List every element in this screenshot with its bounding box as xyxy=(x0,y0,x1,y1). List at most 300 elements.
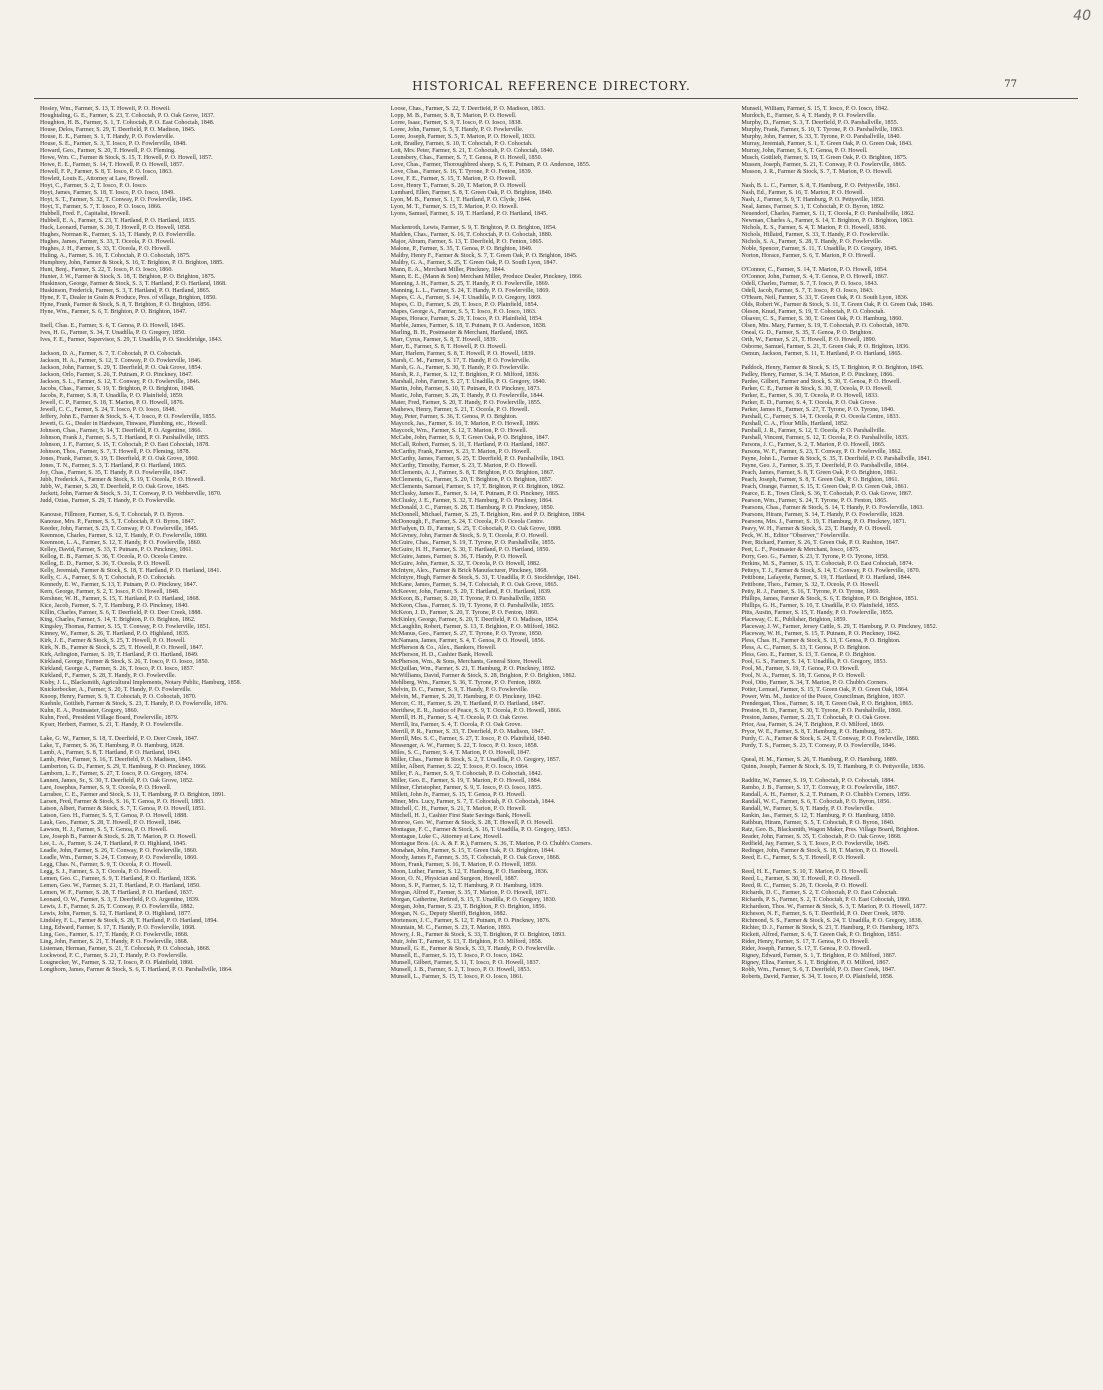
directory-entry: Lindsley, F. L., Farmer & Stock, S. 28, T. Hartland, P. O. Hartland, 1894. xyxy=(40,918,218,924)
directory-entry: Houghtaling, G. E., Farmer, S. 23, T. Cohoctah, P. O. Oak Grove, 1837. xyxy=(40,113,215,119)
directory-entry: Phillips, James, Farmer & Stock, S. 6, T. Brighton, P. O. Brighton, 1851. xyxy=(741,596,919,602)
directory-entry: McCabe, John, Farmer, S. 9, T. Green Oak, P. O. Brighton, 1847. xyxy=(390,435,550,441)
directory-entry: Major, Abram, Farmer, S. 13, T. Deerfield, P. O. Fenton, 1865. xyxy=(390,239,544,245)
directory-entry: Lamb, A., Farmer, S. 8, T. Hartland, P. O. Hartland, 1843. xyxy=(40,750,181,756)
directory-entry: Nichols, E. S., Farmer, S. 4, T. Marion, P. O. Howell, 1836. xyxy=(741,225,887,231)
directory-entry: Howlett, Louis E., Attorney at Law, Howell. xyxy=(40,176,149,182)
directory-entry: Hoyt, T., Farmer, S. 7, T. Iosco, P. O. Iosco, 1866. xyxy=(40,204,162,210)
directory-entry: McKeon, B., Farmer, S. 20, T. Tyrone, P. O. Parshallville, 1850. xyxy=(390,596,547,602)
directory-entry: Quinn, Joseph, Farmer & Stock, S. 19, T. Hamburg, P. O. Pettysville, 1836. xyxy=(741,764,925,770)
directory-entry: Richardson, Thos. W., Farmer & Stock, S. 3, T. Marion, P. O. Howell, 1877. xyxy=(741,904,927,910)
directory-entry: Humphrey, John, Farmer & Stock, S. 16, T. Brighton, P. O. Brighton, 1885. xyxy=(40,260,224,266)
directory-entry: Jacobs, P., Farmer, S. 8, T. Unadilla, P. O. Plainfield, 1859. xyxy=(40,393,184,399)
directory-entry: McFadyen, D. D., Farmer, S. 25, T. Cohoctah, P. O. Oak Grove, 1888. xyxy=(390,526,562,532)
section-gap xyxy=(391,218,730,225)
directory-entry: Placeway, W. H., Farmer, S. 15, T. Putnam, P. O. Pinckney, 1842. xyxy=(741,631,901,637)
directory-entry: Miller, Albert, Farmer, S. 22, T. Iosco, P. O. Iosco, 1864. xyxy=(390,764,529,770)
directory-entry: McClements, A. J., Farmer, S. 8, T. Brighton, P. O. Brighton, 1867. xyxy=(390,470,555,476)
directory-entry: Marsh, C. M., Farmer, S. 17, T. Handy, P. O. Fowlerville. xyxy=(390,358,531,364)
directory-entry: Melvin, D. C., Farmer, S. 9, T. Handy, P. O. Fowlerville. xyxy=(390,687,529,693)
directory-entry: Moon, O. N., Physician and Surgeon, Howell, 1887. xyxy=(390,876,519,882)
directory-entry: King, Charles, Farmer, S. 14, T. Brighton, P. O. Brighton, 1862. xyxy=(40,617,196,623)
directory-entry: Merrill, H. H., Farmer, S. 4, T. Oceola, P. O. Oak Grove. xyxy=(390,715,529,721)
directory-entry: Pless, A. C., Farmer, S. 13, T. Genoa, P. O. Brighton. xyxy=(741,645,871,651)
directory-entry: Jacobs, Chas., Farmer, S. 19, T. Brighton, P. O. Brighton, 1848. xyxy=(40,386,195,392)
directory-entry: Jeffery, John E., Farmer & Stock, S. 4, T. Iosco, P. O. Fowlerville, 1855. xyxy=(40,414,217,420)
directory-entry: McPherson & Co., Alex., Bankers, Howell. xyxy=(390,645,497,651)
directory-entry: Munsell, Gilbert, Farmer, S. 11, T. Iosco, P. O. Howell, 1837. xyxy=(390,960,541,966)
directory-entry: Mapes, C. A., Farmer, S. 14, T. Unadilla, P. O. Gregory, 1869. xyxy=(390,295,542,301)
directory-entry: Keenmon, L. A., Farmer, S. 12, T. Handy, P. O. Fowlerville, 1860. xyxy=(40,540,202,546)
directory-entry: Mater, Fred, Farmer, S. 20, T. Handy, P. O. Fowlerville, 1855. xyxy=(390,400,542,406)
directory-entry: Nash, B. L. C., Farmer, S. 8, T. Hamburg, P. O. Pettysville, 1861. xyxy=(741,183,901,189)
directory-entry: Roberts, David, Farmer, S. 34, T. Iosco, P. O. Plainfield, 1858. xyxy=(741,974,894,980)
directory-entry: Moody, James F., Farmer, S. 35, T. Cohoctah, P. O. Oak Grove, 1868. xyxy=(390,855,561,861)
directory-entry: Prendergast, Thos., Farmer, S. 18, T. Green Oak, P. O. Brighton, 1865. xyxy=(741,701,914,707)
directory-entry: Ives, F. E., Farmer, Supervisor, S. 29, T. Unadilla, P. O. Stockbridge, 1843. xyxy=(40,337,223,343)
directory-entry: Parshall, C. A., Flour Mills, Hartland, 1852. xyxy=(741,421,849,427)
directory-entry: Marshall, John, Farmer, S. 27, T. Unadilla, P. O. Gregory, 1840. xyxy=(390,379,547,385)
directory-entry: Richards, P. S., Farmer, S. 2, T. Cohoctah, P. O. East Cohoctah, 1860. xyxy=(741,897,911,903)
directory-entry: Miller, F. A., Farmer, S. 9, T. Cohoctah, P. O. Cohoctah, 1842. xyxy=(390,771,543,777)
directory-entry: Lewis, J. F., Farmer, S. 26, T. Conway, P. O. Fowlerville, 1882. xyxy=(40,904,195,910)
directory-entry: Madden, Chas., Farmer, S. 16, T. Cohoctah, P. O. Cohoctah, 1880. xyxy=(390,232,553,238)
directory-entry: Jackson, H. A., Farmer, S. 12, T. Conway, P. O. Fowlerville, 1846. xyxy=(40,358,202,364)
directory-entry: Lougnecker, W., Farmer, S. 32, T. Iosco, P. O. Plainfield, 1860. xyxy=(40,960,194,966)
directory-entry: Lee, Joseph B., Farmer & Stock, S. 28, T. Marion, P. O. Howell. xyxy=(40,834,197,840)
directory-entry: Placeway, C. E., Publisher, Brighton, 1859. xyxy=(741,617,847,623)
directory-entry: Kelly, Jeremiah, Farmer & Stock, S. 18, T. Hartland, P. O. Hartland, 1841. xyxy=(40,568,221,574)
directory-entry: Joy, Chas., Farmer, S. 35, T. Handy, P. O. Fowlerville, 1847. xyxy=(40,470,188,476)
directory-entry: McClusky, J. E., Farmer, S. 32, T. Hamburg, P. O. Pinckney, 1864. xyxy=(390,498,553,504)
directory-entry: Richmond, S. S., Farmer & Stock, S. 24, T. Unadilla, P. O. Gregory, 1838. xyxy=(741,918,923,924)
directory-entry: Leadle, Wm., Farmer, S. 24, T. Conway, P. O. Fowlerville, 1860. xyxy=(40,855,198,861)
directory-entry: Preston, H. D., Farmer, S. 30, T. Tyrone, P. O. Parshallville, 1860. xyxy=(741,708,902,714)
directory-entry: Parshall, C., Farmer, S. 14, T. Oceola, P. O. Oceola Centre, 1833. xyxy=(741,414,901,420)
directory-entry: Potter, Lemuel, Farmer, S. 15, T. Green Oak, P. O. Green Oak, 1864. xyxy=(741,687,909,693)
directory-entry: Mercer, C. H., Farmer, S. 29, T. Hartland, P. O. Hartland, 1847. xyxy=(390,701,545,707)
directory-entry: Jackson, Orlo, Farmer, S. 26, T. Putnam, P. O. Pinckney, 1847. xyxy=(40,372,193,378)
directory-entry: Mountain, M. C., Farmer, S. 23, T. Marion, 1893. xyxy=(390,925,512,931)
directory-entry: Ives, H. G., Farmer, S. 34, T. Unadilla, P. O. Gregory, 1850. xyxy=(40,330,186,336)
directory-entry: Loree, Joseph, Farmer, S. 5, T. Marion, P. O. Howell, 1833. xyxy=(390,134,536,140)
directory-entry: Kern, George, Farmer, S. 2, T. Iosco, P. O. Howell, 1848. xyxy=(40,589,180,595)
directory-entry: Kice, Jacob, Farmer, S. 7, T. Hamburg, P. O. Pinckney, 1840. xyxy=(40,603,189,609)
directory-entry: Miles, S. C., Farmer, S. 4, T. Marion, P. O. Howell, 1847. xyxy=(390,750,531,756)
directory-entry: Hunter, J. W., Farmer & Stock, S. 18, T. Brighton, P. O. Brighton, 1875. xyxy=(40,274,216,280)
directory-entry: Peach, Orange, Farmer, S. 15, T. Green Oak, P. O. Green Oak, 1861. xyxy=(741,484,909,490)
directory-entry: Howe, Wm. C., Farmer & Stock, S. 15, T. Howell, P. O. Howell, 1857. xyxy=(40,155,213,161)
directory-entry: Rickett, Alfred, Farmer, S. 6, T. Green Oak, P. O. Brighton, 1851. xyxy=(741,932,901,938)
section-gap xyxy=(40,505,379,512)
directory-entry: Peach, Joseph, Farmer, S. 8, T. Green Oak, P. O. Brighton, 1861. xyxy=(741,477,899,483)
directory-entry: Pearsons, Chas., Farmer & Stock, S. 14, T. Handy, P. O. Fowlerville, 1863. xyxy=(741,505,924,511)
directory-entry: Mathews, Henry, Farmer, S. 21, T. Oceola, P. O. Howell. xyxy=(390,407,530,413)
directory-entry: Reed, L., Farmer, S. 30, T. Howell, P. O. Howell. xyxy=(741,876,862,882)
directory-entry: Maycock, Wm., Farmer, S. 12, T. Marion, P. O. Howell. xyxy=(390,428,528,434)
directory-entry: Munsell, L., Farmer, S. 15, T. Iosco, P. O. Iosco, 1861. xyxy=(390,974,524,980)
directory-entry: House, S. E., Farmer, S. 3, T. Iosco, P. O. Fowlerville, 1848. xyxy=(40,141,187,147)
directory-entry: Reed, H. E., Farmer, S. 10, T. Marion, P. O. Howell. xyxy=(741,869,869,875)
directory-entry: Moon, S. P., Farmer, S. 12, T. Hamburg, P. O. Hamburg, 1839. xyxy=(390,883,544,889)
directory-entry: McGuire, John, Farmer, S. 32, T. Oceola, P. O. Howell, 1882. xyxy=(390,561,541,567)
directory-entry: Neal, James, Farmer, S. 1, T. Cohoctah, P. O. Byron, 1892. xyxy=(741,204,885,210)
directory-entry: May, Peter, Farmer, S. 36, T. Genoa, P. O. Brighton. xyxy=(390,414,518,420)
directory-entry: McPherson, Wm., & Sons, Merchants, General Store, Howell. xyxy=(390,659,543,665)
directory-entry: Maycock, Jas., Farmer, S. 16, T. Marion, P. O. Howell, 1866. xyxy=(390,421,540,427)
directory-entry: Randall, A. H., Farmer, S. 2, T. Putnam, P. O. Chubb's Corners, 1856. xyxy=(741,792,911,798)
directory-entry: Merrill, P. R., Farmer, S. 33, T. Deerfield, P. O. Madison, 1847. xyxy=(390,729,545,735)
directory-entry: Ratz, Geo. B., Blacksmith, Wagon Maker, Pres. Village Board, Brighton. xyxy=(741,827,920,833)
directory-entry: Kuhn, E. A., Postmaster, Gregory, 1860. xyxy=(40,708,139,714)
directory-entry: Noble, Spencer, Farmer, S. 11, T. Unadilla, P. O. Gregory, 1845. xyxy=(741,246,898,252)
page-number: 77 xyxy=(1004,79,1017,90)
directory-entry: Redinger, John, Farmer & Stock, S. 18, T. Marion, P. O. Howell. xyxy=(741,848,899,854)
directory-entry: Rider, Henry, Farmer, S. 17, T. Genoa, P. O. Howell. xyxy=(741,939,870,945)
directory-entry: Lopp, M. B., Farmer, S. 8, T. Marion, P. O. Howell. xyxy=(390,113,517,119)
directory-entry: Mitchell, H. J., Cashier First State Savings Bank, Howell. xyxy=(390,813,532,819)
directory-entry: House, Delos, Farmer, S. 29, T. Deerfield, P. O. Madison, 1845. xyxy=(40,127,196,133)
directory-entry: Morgan, Catherine, Retired, S. 15, T. Unadilla, P. O. Gregory, 1830. xyxy=(390,897,557,903)
directory-entry: Pryor, W. E., Farmer, S. 8, T. Hamburg, P. O. Hamburg, 1872. xyxy=(741,729,893,735)
directory-entry: Reed, R. C., Farmer, S. 26, T. Oceola, P. O. Howell. xyxy=(741,883,868,889)
directory-entry: Hubbell, Fred. F., Capitalist, Howell. xyxy=(40,211,131,217)
directory-entry: Muir, John T., Farmer, S. 13, T. Brighton, P. O. Milford, 1858. xyxy=(390,939,543,945)
directory-entry: Hyne, Wm., Farmer, S. 6, T. Brighton, P. O. Brighton, 1847. xyxy=(40,309,187,315)
directory-entry: McCall, Robert, Farmer, S. 11, T. Hartland, P. O. Hartland, 1867. xyxy=(390,442,550,448)
directory-entry: Pool, Otto, Farmer, S. 34, T. Marion, P. O. Chubb's Corners. xyxy=(741,680,888,686)
directory-entry: Parker, E., Farmer, S. 30, T. Oceola, P. O. Howell, 1833. xyxy=(741,393,879,399)
directory-entry: Perkins, M. S., Farmer, S. 15, T. Cohoctah, P. O. East Cohoctah, 1874. xyxy=(741,561,914,567)
directory-entry: Parsons, W. F., Farmer, S. 23, T. Conway, P. O. Fowlerville, 1862. xyxy=(741,449,903,455)
directory-entry: Huskinson, George, Farmer & Stock, S. 3, T. Hartland, P. O. Hartland, 1868. xyxy=(40,281,227,287)
directory-entry: Richter, D. J., Farmer & Stock, S. 23, T. Hamburg, P. O. Hamburg, 1873. xyxy=(741,925,920,931)
directory-entry: Miner, Mrs. Lucy, Farmer, S. 7, T. Cohoctah, P. O. Cohoctah, 1844. xyxy=(390,799,556,805)
directory-entry: Neuendorf, Charles, Farmer, S. 11, T. Oceola, P. O. Parshallville, 1862. xyxy=(741,211,915,217)
directory-entry: Reed, E. C., Farmer, S. 5, T. Howell, P. O. Howell. xyxy=(741,855,866,861)
directory-entry: Mapes, Horace, Farmer, S. 29, T. Iosco, P. O. Plainfield, 1854. xyxy=(390,316,543,322)
directory-entry: Richeson, N. F., Farmer, S. 6, T. Deerfield, P. O. Deer Creek, 1870. xyxy=(741,911,906,917)
directory-entry: Knickerbocker, A., Farmer, S. 20, T. Handy, P. O. Fowlerville. xyxy=(40,687,192,693)
directory-entry: Parshall, J. R., Farmer, S. 12, T. Oceola, P. O. Parshallville. xyxy=(741,428,886,434)
directory-entry: Hunt, Benj., Farmer, S. 22, T. Iosco, P. O. Iosco, 1860. xyxy=(40,267,173,273)
section-gap xyxy=(741,176,1080,183)
directory-entry: Kennedy, E. W., Farmer, S. 13, T. Putnam, P. O. Pinckney, 1847. xyxy=(40,582,198,588)
directory-entry: Robb, Wm., Farmer, S. 6, T. Deerfield, P. O. Deer Creek, 1847. xyxy=(741,967,896,973)
directory-entry: Lake, G. W., Farmer, S. 18, T. Deerfield, P. O. Deer Creek, 1847. xyxy=(40,736,199,742)
directory-entry: Peck, W. H., Editor "Observer," Fowlerville. xyxy=(741,533,850,539)
directory-entry: Johnson, Frank J., Farmer, S. 5, T. Hartland, P. O. Parshallville, 1855. xyxy=(40,435,210,441)
directory-entry: McIntyre, Hugh, Farmer & Stock, S. 31, T. Unadilla, P. O. Stockbridge, 1841. xyxy=(390,575,581,581)
directory-entry: Johnson, J. F., Farmer, S. 15, T. Cohoctah, P. O. East Cohoctah, 1878. xyxy=(40,442,210,448)
directory-entry: Monroe, Geo. W., Farmer & Stock, S. 28, T. Howell, P. O. Howell. xyxy=(390,820,554,826)
directory-entry: Howard, Geo., Farmer, S. 20, T. Howell, P. O. Fleming. xyxy=(40,148,176,154)
directory-entry: Marr, Cyrus, Farmer, S. 8, T. Howell, 1839. xyxy=(390,337,498,343)
directory-entry: Jackson, S. L., Farmer, S. 12, T. Conway, P. O. Fowlerville, 1846. xyxy=(40,379,201,385)
directory-entry: McCarthy, Timothy, Farmer, S. 23, T. Marion, P. O. Howell. xyxy=(390,463,538,469)
directory-entry: Rigney, Eliza, Farmer, S. 1, T. Brighton, P. O. Milford, 1867. xyxy=(741,960,890,966)
directory-entry: Monahan, John, Farmer, S. 15, T. Green Oak, P. O. Brighton, 1844. xyxy=(390,848,555,854)
directory-entry: Payne, Geo. J., Farmer, S. 35, T. Deerfield, P. O. Parshallville, 1864. xyxy=(741,463,909,469)
directory-entry: Munsell, William, Farmer, S. 15, T. Iosco, P. O. Iosco, 1842. xyxy=(741,106,889,112)
directory-entry: Montague, F. C., Farmer & Stock, S. 16, T. Unadilla, P. O. Gregory, 1853. xyxy=(390,827,572,833)
directory-entry: Howell, F. P., Farmer, S. 8, T. Iosco, P. O. Iosco, 1863. xyxy=(40,169,173,175)
directory-entry: Rider, Joseph, Farmer, S. 17, T. Genoa, P. O. Howell. xyxy=(741,946,872,952)
directory-entry: Leadle, John, Farmer, S. 26, T. Conway, P. O. Fowlerville, 1860. xyxy=(40,848,198,854)
directory-entry: Munsell, E., Farmer, S. 15, T. Iosco, P. O. Iosco, 1842. xyxy=(390,953,524,959)
directory-entry: Murdoch, E., Farmer, S. 4, T. Handy, P. O. Fowlerville. xyxy=(741,113,876,119)
directory-entry: Manning, J. H., Farmer, S. 25, T. Handy, P. O. Fowlerville, 1869. xyxy=(390,281,550,287)
directory-entry: McIntyre, Alex., Farmer & Brick Manufacturer, Pinckney, 1868. xyxy=(390,568,548,574)
directory-entry: Johnson, Thos., Farmer, S. 7, T. Howell, P. O. Fleming, 1878. xyxy=(40,449,191,455)
directory-entry: Kuehnle, Gottlieb, Farmer & Stock, S. 23, T. Handy, P. O. Fowlerville, 1876. xyxy=(40,701,228,707)
directory-entry: Lamb, Peter, Farmer, S. 16, T. Deerfield, P. O. Madison, 1845. xyxy=(40,757,193,763)
directory-entry: Rambo, J. B., Farmer, S. 17, T. Conway, P. O. Fowlerville, 1867. xyxy=(741,785,900,791)
directory-entry: Hughes, J. H., Farmer, S. 33, T. Oceola, P. O. Howell. xyxy=(40,246,172,252)
directory-entry: Pettibone, Theo., Farmer, S. 32, T. Oceola, P. O. Howell. xyxy=(741,582,880,588)
directory-column-1 xyxy=(40,106,379,1346)
directory-columns xyxy=(40,106,1080,1346)
directory-entry: Lockwood, F. C., Farmer, S. 21, T. Handy, P. O. Fowlerville. xyxy=(40,953,188,959)
directory-entry: Lake, T., Farmer, S. 36, T. Hamburg, P. O. Hamburg, 1828. xyxy=(40,743,184,749)
directory-entry: Lemen, Geo. W., Farmer, S. 21, T. Hartland, P. O. Hartland, 1850. xyxy=(40,883,201,889)
directory-entry: Knoop, Henry, Farmer, S. 9, T. Cohoctah, P. O. Cohoctah, 1870. xyxy=(40,694,197,700)
section-gap xyxy=(741,862,1080,869)
directory-entry: McKane, James, Farmer, S. 34, T. Cohoctah, P. O. Oak Grove, 1865. xyxy=(390,582,559,588)
directory-entry: Perry, Geo. G., Farmer, S. 23, T. Tyrone, P. O. Tyrone, 1858. xyxy=(741,554,889,560)
directory-entry: McManus, Geo., Farmer, S. 27, T. Tyrone, P. O. Tyrone, 1850. xyxy=(390,631,543,637)
directory-entry: Love, Chas., Farmer, S. 16, T. Tyrone, P. O. Fenton, 1839. xyxy=(390,169,533,175)
directory-entry: Montague Bros. (A. A. & F. R.), Farmers, S. 36, T. Marion, P. O. Chubb's Corners. xyxy=(390,841,592,847)
directory-entry: Randall, W. C., Farmer, S. 6, T. Cohoctah, P. O. Byron, 1856. xyxy=(741,799,891,805)
directory-entry: Osmun, Jackson, Farmer, S. 11, T. Hartland, P. O. Hartland, 1865. xyxy=(741,351,902,357)
section-gap xyxy=(40,729,379,736)
directory-entry: Placeway, J. W., Farmer, Jersey Cattle, S. 29, T. Hamburg, P. O. Pinckney, 1852. xyxy=(741,624,938,630)
directory-entry: Purdy, T. S., Farmer, S. 23, T. Conway, P. O. Fowlerville, 1846. xyxy=(741,743,896,749)
directory-entry: Latson, Albert, Farmer & Stock, S. 7, T. Genoa, P. O. Howell, 1851. xyxy=(40,806,206,812)
directory-entry: Kirk, N. B., Farmer & Stock, S. 25, T. Howell, P. O. Howell, 1847. xyxy=(40,645,204,651)
directory-entry: Jubb, Frederick A., Farmer & Stock, S. 19, T. Oceola, P. O. Howell. xyxy=(40,477,206,483)
directory-entry: Norton, Horace, Farmer, S. 6, T. Marion, P. O. Howell. xyxy=(741,253,876,259)
directory-entry: Millett, John Jr., Farmer, S. 15, T. Genoa, P. O. Howell. xyxy=(390,792,526,798)
directory-entry: Morgan, Alfred F., Farmer, S. 35, T. Marion, P. O. Howell, 1871. xyxy=(390,890,549,896)
header-rule xyxy=(34,98,1078,99)
directory-entry: Peavy, W. H., Farmer & Stock, S. 23, T. Handy, P. O. Howell. xyxy=(741,526,892,532)
section-gap xyxy=(741,771,1080,778)
directory-entry: Nash, Ed., Farmer, S. 16, T. Marion, P. O. Howell. xyxy=(741,190,865,196)
directory-entry: Murray, Jeremiah, Farmer, S. 1, T. Green Oak, P. O. Green Oak, 1843. xyxy=(741,141,913,147)
directory-entry: McGivney, John, Farmer & Stock, S. 9, T. Oceola, P. O. Howell. xyxy=(390,533,548,539)
directory-entry: Loree, Isaac, Farmer, S. 9, T. Iosco, P. O. Iosco, 1838. xyxy=(390,120,523,126)
directory-entry: O'Connor, John, Farmer, S. 4, T. Genoa, P. O. Howell, 1867. xyxy=(741,274,889,280)
directory-entry: Jackson, John, Farmer, S. 29, T. Deerfield, P. O. Oak Grove, 1854. xyxy=(40,365,203,371)
directory-entry: Kuhn, Fred., President Village Board, Fowlerville, 1879. xyxy=(40,715,179,721)
directory-entry: Merithew, E. R., Justice of Peace, S. 9, T. Oceola, P. O. Howell, 1866. xyxy=(390,708,562,714)
directory-entry: Kyser, Herbert, Farmer, S. 21, T. Handy, P. O. Fowlerville. xyxy=(40,722,183,728)
directory-entry: Love, F. E., Farmer, S. 15, T. Marion, P. O. Howell. xyxy=(390,176,517,182)
directory-entry: Kellog, E. D., Farmer, S. 36, T. Oceola, P. O. Howell. xyxy=(40,561,171,567)
page-title: HISTORICAL REFERENCE DIRECTORY. xyxy=(412,79,691,93)
directory-entry: Mann, E. A., Merchant Miller, Pinckney, 1844. xyxy=(390,267,506,273)
directory-entry: Lamborn, L. F., Farmer, S. 27, T. Iosco, P. O. Gregory, 1874. xyxy=(40,771,188,777)
directory-entry: Payne, John L., Farmer & Stock, S. 35, T. Deerfield, P. O. Parshallville, 1841. xyxy=(741,456,932,462)
directory-entry: Rathbun, Hiram, Farmer, S. 5, T. Cohoctah, P. O. Byron, 1840. xyxy=(741,820,895,826)
directory-entry: Ling, Geo., Farmer, S. 17, T. Handy, P. O. Fowlerville, 1868. xyxy=(40,932,189,938)
directory-entry: Hoyt, James, Farmer, S. 18, T. Iosco, P. O. Iosco, 1849. xyxy=(40,190,175,196)
directory-entry: Marr, Harlem, Farmer, S. 8, T. Howell, P. O. Howell, 1839. xyxy=(390,351,536,357)
directory-entry: McLaughlin, Robert, Farmer, S. 13, T. Brighton, P. O. Milford, 1862. xyxy=(390,624,560,630)
directory-entry: Kirk, Arlington, Farmer, S. 19, T. Hartland, P. O. Hartland, 1849. xyxy=(40,652,199,658)
directory-entry: Kanouse, Fillmore, Farmer, S. 6, T. Cohoctah, P. O. Byron. xyxy=(40,512,184,518)
directory-entry: Purdy, C. A., Farmer & Stock, S. 24, T. Conway, P. O. Fowlerville, 1880. xyxy=(741,736,920,742)
directory-entry: Morgan, N. G., Deputy Sheriff, Brighton, 1882. xyxy=(390,911,508,917)
directory-entry: Pool, N. A., Farmer, S. 18, T. Genoa, P. O. Howell. xyxy=(741,673,866,679)
directory-entry: Hoyt, S. T., Farmer, S. 32, T. Conway, P. O. Fowlerville, 1845. xyxy=(40,197,193,203)
directory-entry: Pearce, E. E., Town Clerk, S. 36, T. Cohoctah, P. O. Oak Grove, 1867. xyxy=(741,491,913,497)
directory-entry: Jewett, G. G., Dealer in Hardware, Tinware, Plumbing, etc., Howell. xyxy=(40,421,208,427)
directory-entry: Lare, Josephus, Farmer, S. 9, T. Oceola, P. O. Howell. xyxy=(40,785,172,791)
directory-entry: Lamberton, G. D., Farmer, S. 29, T. Hamburg, P. O. Pinckney, 1866. xyxy=(40,764,207,770)
directory-entry: Killin, Charles, Farmer, S. 6, T. Deerfield, P. O. Deer Creek, 1888. xyxy=(40,610,202,616)
directory-entry: Kellog, E. B., Farmer, S. 36, T. Oceola, P. O. Oceola Centre. xyxy=(40,554,188,560)
directory-entry: Olsen, Mrs. Mary, Farmer, S. 19, T. Cohoctah, P. O. Cohoctah, 1870. xyxy=(741,323,910,329)
directory-entry: Nash, J., Farmer, S. 9, T. Hamburg, P. O. Pettysville, 1850. xyxy=(741,197,885,203)
directory-entry: Pool, G. S., Farmer, S. 14, T. Unadilla, P. O. Gregory, 1853. xyxy=(741,659,888,665)
directory-entry: Munsell, J. B., Farmer, S. 2, T. Iosco, P. O. Howell, 1853. xyxy=(390,967,532,973)
section-gap xyxy=(741,750,1080,757)
directory-entry: Pitts, Austin, Farmer, S. 15, T. Handy, P. O. Fowlerville, 1855. xyxy=(741,610,894,616)
directory-entry: Lyons, Samuel, Farmer, S. 19, T. Hartland, P. O. Hartland, 1845. xyxy=(390,211,548,217)
directory-entry: McCarthy, Frank, Farmer, S. 23, T. Marion, P. O. Howell. xyxy=(390,449,532,455)
directory-entry: Melvin, M., Farmer, S. 20, T. Hamburg, P. O. Pinckney, 1842. xyxy=(390,694,542,700)
section-gap xyxy=(741,260,1080,267)
directory-entry: Pless, Geo. E., Farmer, S. 13, T. Genoa, P. O. Brighton. xyxy=(741,652,876,658)
directory-entry: Mitchell, C. H., Farmer, S. 21, T. Marion, P. O. Howell. xyxy=(390,806,527,812)
directory-entry: Pool, M., Farmer, S. 19, T. Genoa, P. O. Howell. xyxy=(741,666,860,672)
directory-column-3 xyxy=(741,106,1080,1346)
directory-entry: Pearson, Wm., Farmer, S. 24, T. Tyrone, P. O. Fenton, 1865. xyxy=(741,498,888,504)
directory-entry: Lawson, H. J., Farmer, S. 5, T. Genoa, P. O. Howell. xyxy=(40,827,168,833)
directory-entry: Morgan, John, Farmer, S. 23, T. Brighton, P. O. Brighton, 1856. xyxy=(390,904,546,910)
directory-entry: Keenmon, Charles, Farmer, S. 12, T. Handy, P. O. Fowlerville, 1880. xyxy=(40,533,208,539)
directory-entry: Manning, L. L., Farmer, S. 24, T. Handy, P. O. Fowlerville, 1869. xyxy=(390,288,550,294)
directory-entry: Padley, Henry, Farmer, S. 34, T. Marion, P. O. Pinckney, 1866. xyxy=(741,372,894,378)
directory-entry: Kinney, W., Farmer, S. 26, T. Hartland, P. O. Highland, 1835. xyxy=(40,631,190,637)
directory-entry: Lemen, W. F., Farmer, S. 28, T. Hartland, P. O. Hartland, 1837. xyxy=(40,890,194,896)
directory-entry: Lott, Bradley, Farmer, S. 10, T. Cohoctah, P. O. Cohoctah. xyxy=(390,141,533,147)
directory-entry: Miller, Geo. E., Farmer, S. 19, T. Marion, P. O. Howell, 1884. xyxy=(390,778,542,784)
directory-entry: Queal, H. M., Farmer, S. 26, T. Hamburg, P. O. Hamburg, 1889. xyxy=(741,757,898,763)
directory-entry: McClements, G., Farmer, S. 20, T. Brighton, P. O. Brighton, 1857. xyxy=(390,477,553,483)
directory-entry: McKeon, Chas., Farmer, S. 19, T. Tyrone, P. O. Parshallville, 1855. xyxy=(390,603,555,609)
directory-entry: Love, Chas., Farmer, Thoroughbred sheep, S. 6, T. Putnam, P. O. Anderson, 1855. xyxy=(390,162,591,168)
directory-entry: McKeon, J. D., Farmer, S. 20, T. Tyrone, P. O. Fenton, 1860. xyxy=(390,610,539,616)
directory-entry: Legg, S. J., Farmer, S. 3, T. Oceola, P. O. Howell. xyxy=(40,869,162,875)
directory-column-2 xyxy=(391,106,730,1346)
directory-entry: Kelly, C. A., Farmer, S. 9, T. Cohoctah, P. O. Cohoctah. xyxy=(40,575,176,581)
directory-entry: Parker, James H., Farmer, S. 27, T. Tyrone, P. O. Tyrone, 1840. xyxy=(741,407,895,413)
directory-entry: Legg, Chas. N., Farmer, S. 9, T. Oceola, P. O. Howell. xyxy=(40,862,172,868)
directory-entry: Hyne, F. T., Dealer in Grain & Produce, Pres. of village, Brighton, 1850. xyxy=(40,295,217,301)
directory-entry: Petty, R. J., Farmer, S. 16, T. Tyrone, P. O. Tyrone, 1869. xyxy=(741,589,880,595)
directory-entry: Peet, L. F., Postmaster & Merchant, Iosco, 1875. xyxy=(741,547,861,553)
directory-entry: Murphy, John, Farmer, S. 33, T. Tyrone, P. O. Parshallville, 1840. xyxy=(741,134,901,140)
directory-entry: McGuire, James, Farmer, S. 36, T. Handy, P. O. Howell. xyxy=(390,554,528,560)
directory-entry: Mapes, C. D., Farmer, S. 29, T. Iosco, P. O. Plainfield, 1854. xyxy=(390,302,539,308)
directory-entry: Pardee, Gilbert, Farmer and Stock, S. 30, T. Genoa, P. O. Howell. xyxy=(741,379,902,385)
directory-entry: Pless, Chas. H., Farmer & Stock, S. 13, T. Genoa, P. O. Brighton. xyxy=(741,638,901,644)
directory-entry: Marble, James, Farmer, S. 18, T. Putnam, P. O. Anderson, 1838. xyxy=(390,323,547,329)
directory-entry: McCarthy, James, Farmer, S. 25, T. Deerfield, P. O. Parshallville, 1843. xyxy=(390,456,565,462)
directory-entry: Olsaver, C. S., Farmer, S. 30, T. Green Oak, P. O. Hamburg, 1860. xyxy=(741,316,903,322)
directory-entry: Osborne, Samuel, Farmer, S. 21, T. Green Oak, P. O. Brighton, 1836. xyxy=(741,344,910,350)
directory-entry: Loree, John, Farmer, S. 5, T. Handy, P. O. Fowlerville. xyxy=(390,127,524,133)
directory-entry: Mackenroth, Lewis, Farmer, S. 9, T. Brighton, P. O. Brighton, 1854. xyxy=(390,225,557,231)
directory-entry: McDonnell, Michael, Farmer, S. 25, T. Brighton, Res. and P. O. Brighton, 1884. xyxy=(390,512,586,518)
directory-entry: Loose, Chas., Farmer, S. 22, T. Deerfield, P. O. Madison, 1863. xyxy=(390,106,545,112)
directory-entry: Reader, John, Farmer, S. 35, T. Cohoctah, P. O. Oak Grove, 1868. xyxy=(741,834,902,840)
directory-entry: Leonard, O. W., Farmer, S. 3, T. Deerfield, P. O. Argentine, 1839. xyxy=(40,897,200,903)
directory-entry: Lee, L. A., Farmer, S. 24, T. Hartland, P. O. Highland, 1845. xyxy=(40,841,187,847)
directory-entry: Love, Henry T., Farmer, S. 20, T. Marion, P. O. Howell. xyxy=(390,183,527,189)
directory-entry: Mussen, Joseph, Farmer, S. 21, T. Conway, P. O. Fowlerville, 1865. xyxy=(741,162,907,168)
directory-entry: Richards, D. C., Farmer, S. 2, T. Cohoctah, P. O. East Cohoctah. xyxy=(741,890,898,896)
directory-entry: Huskinson, Frederick, Farmer, S. 3, T. Hartland, P. O. Hartland, 1865. xyxy=(40,288,211,294)
directory-entry: Munsell, G. E., Farmer & Stock, S. 33, T. Handy, P. O. Fowlerville. xyxy=(390,946,556,952)
section-gap xyxy=(741,358,1080,365)
directory-entry: Hughes, James, Farmer, S. 33, T. Oceola, P. O. Howell. xyxy=(40,239,175,245)
directory-entry: Huck, Leonard, Farmer, S. 30, T. Howell, P. O. Howell, 1858. xyxy=(40,225,191,231)
directory-entry: Oneal, G. D., Farmer, S. 35, T. Genoa, P. O. Brighton. xyxy=(741,330,873,336)
directory-entry: Nichols, Hillaird, Farmer, S. 33, T. Handy, P. O. Fowlerville. xyxy=(741,232,890,238)
directory-entry: Redfield, Jay, Farmer, S. 3, T. Iosco, P. O. Fowlerville, 1845. xyxy=(741,841,890,847)
directory-entry: Keeder, John, Farmer, S. 23, T. Conway, P. O. Fowlerville, 1845. xyxy=(40,526,199,532)
directory-entry: Kershner, W. H., Farmer, S. 15, T. Hartland, P. O. Hartland, 1868. xyxy=(40,596,201,602)
directory-entry: Pearsons, Mrs. J., Farmer, S. 19, T. Hamburg, P. O. Pinckney, 1871. xyxy=(741,519,907,525)
directory-entry: Rigney, Edward, Farmer, S. 1, T. Brighton, P. O. Milford, 1867. xyxy=(741,953,897,959)
directory-entry: Itsell, Chas. E., Farmer, S. 6, T. Genoa, P. O. Howell, 1845. xyxy=(40,323,185,329)
directory-entry: Messenger, A. W., Farmer, S. 22, T. Iosco, P. O. Iosco, 1858. xyxy=(390,743,539,749)
directory-entry: Marsh, R. J., Farmer, S. 12, T. Brighton, P. O. Milford, 1836. xyxy=(390,372,540,378)
directory-entry: McClusky, James E., Farmer, S. 14, T. Putnam, P. O. Pinckney, 1865. xyxy=(390,491,560,497)
directory-entry: Ling, Edward, Farmer, S. 17, T. Handy, P. O. Fowlerville, 1868. xyxy=(40,925,196,931)
directory-entry: Maltby, Henry F., Farmer & Stock, S. 7, T. Green Oak, P. O. Brighton, 1845. xyxy=(390,253,578,259)
directory-entry: House, E. E., Farmer, S. 1, T. Handy, P. O. Fowlerville. xyxy=(40,134,175,140)
directory-entry: Montague, Luke C., Attorney at Law, Howell. xyxy=(390,834,503,840)
directory-entry: Marling, B. H., Postmaster & Merchant, Hartland, 1865. xyxy=(390,330,529,336)
directory-entry: Lumbard, Ellen, Farmer, S. 8, T. Green Oak, P. O. Brighton, 1840. xyxy=(390,190,553,196)
directory-entry: Murphy, Frank, Farmer, S. 10, T. Tyrone, P. O. Parshallville, 1863. xyxy=(741,127,904,133)
directory-entry: Mowry, J. R., Farmer & Stock, S. 33, T. Brighton, P. O. Brighton, 1893. xyxy=(390,932,566,938)
directory-entry: Malone, P., Farmer, S. 35, T. Genoa, P. O. Brighton, 1849. xyxy=(390,246,533,252)
directory-entry: Listeman, Herman, Farmer, S. 21, T. Cohoctah, P. O. Cohoctah, 1868. xyxy=(40,946,211,952)
directory-entry: Preston, James, Farmer, S. 23, T. Cohoctah, P. O. Oak Grove. xyxy=(741,715,891,721)
directory-entry: Mann, E. E., (Mann & Son) Merchant Miller, Produce Dealer, Pinckney, 1866. xyxy=(390,274,583,280)
directory-entry: McNamara, James, Farmer, S. 4, T. Genoa, P. O. Howell, 1856. xyxy=(390,638,546,644)
directory-entry: Pettibone, Lafayette, Farmer, S. 19, T. Hartland, P. O. Hartland, 1844. xyxy=(741,575,912,581)
directory-entry: Hoyt, C., Farmer, S. 2, T. Iosco, P. O. Iosco. xyxy=(40,183,148,189)
directory-entry: Larsen, Fred, Farmer & Stock, S. 16, T. Genoa, P. O. Howell, 1883. xyxy=(40,799,205,805)
directory-entry: Newman, Charles A., Farmer, S. 14, T. Brighton, P. O. Brighton, 1863. xyxy=(741,218,914,224)
directory-entry: Marr, E., Farmer, S. 8, T. Howell, P. O. Howell. xyxy=(390,344,507,350)
directory-entry: Kirkland, F., Farmer, S. 28, T. Handy, P. O. Fowlerville. xyxy=(40,673,177,679)
directory-entry: McGuire, Chas., Farmer, S. 19, T. Tyrone, P. O. Parshallville, 1855. xyxy=(390,540,556,546)
directory-entry: Randall, W., Farmer, S. 9, T. Handy, P. O. Fowlerville. xyxy=(741,806,874,812)
directory-entry: Longthorn, James, Farmer & Stock, S. 6, T. Hartland, P. O. Parshallville, 1864. xyxy=(40,967,233,973)
directory-entry: McQuillan, Wm., Farmer, S. 21, T. Hamburg, P. O. Pinckney, 1892. xyxy=(390,666,556,672)
directory-entry: Martin, John, Farmer, S. 10, T. Putnam, P. O. Pinckney, 1873. xyxy=(390,386,541,392)
directory-entry: Nichols, S. A., Farmer, S. 28, T. Handy, P. O. Fowlerville. xyxy=(741,239,883,245)
